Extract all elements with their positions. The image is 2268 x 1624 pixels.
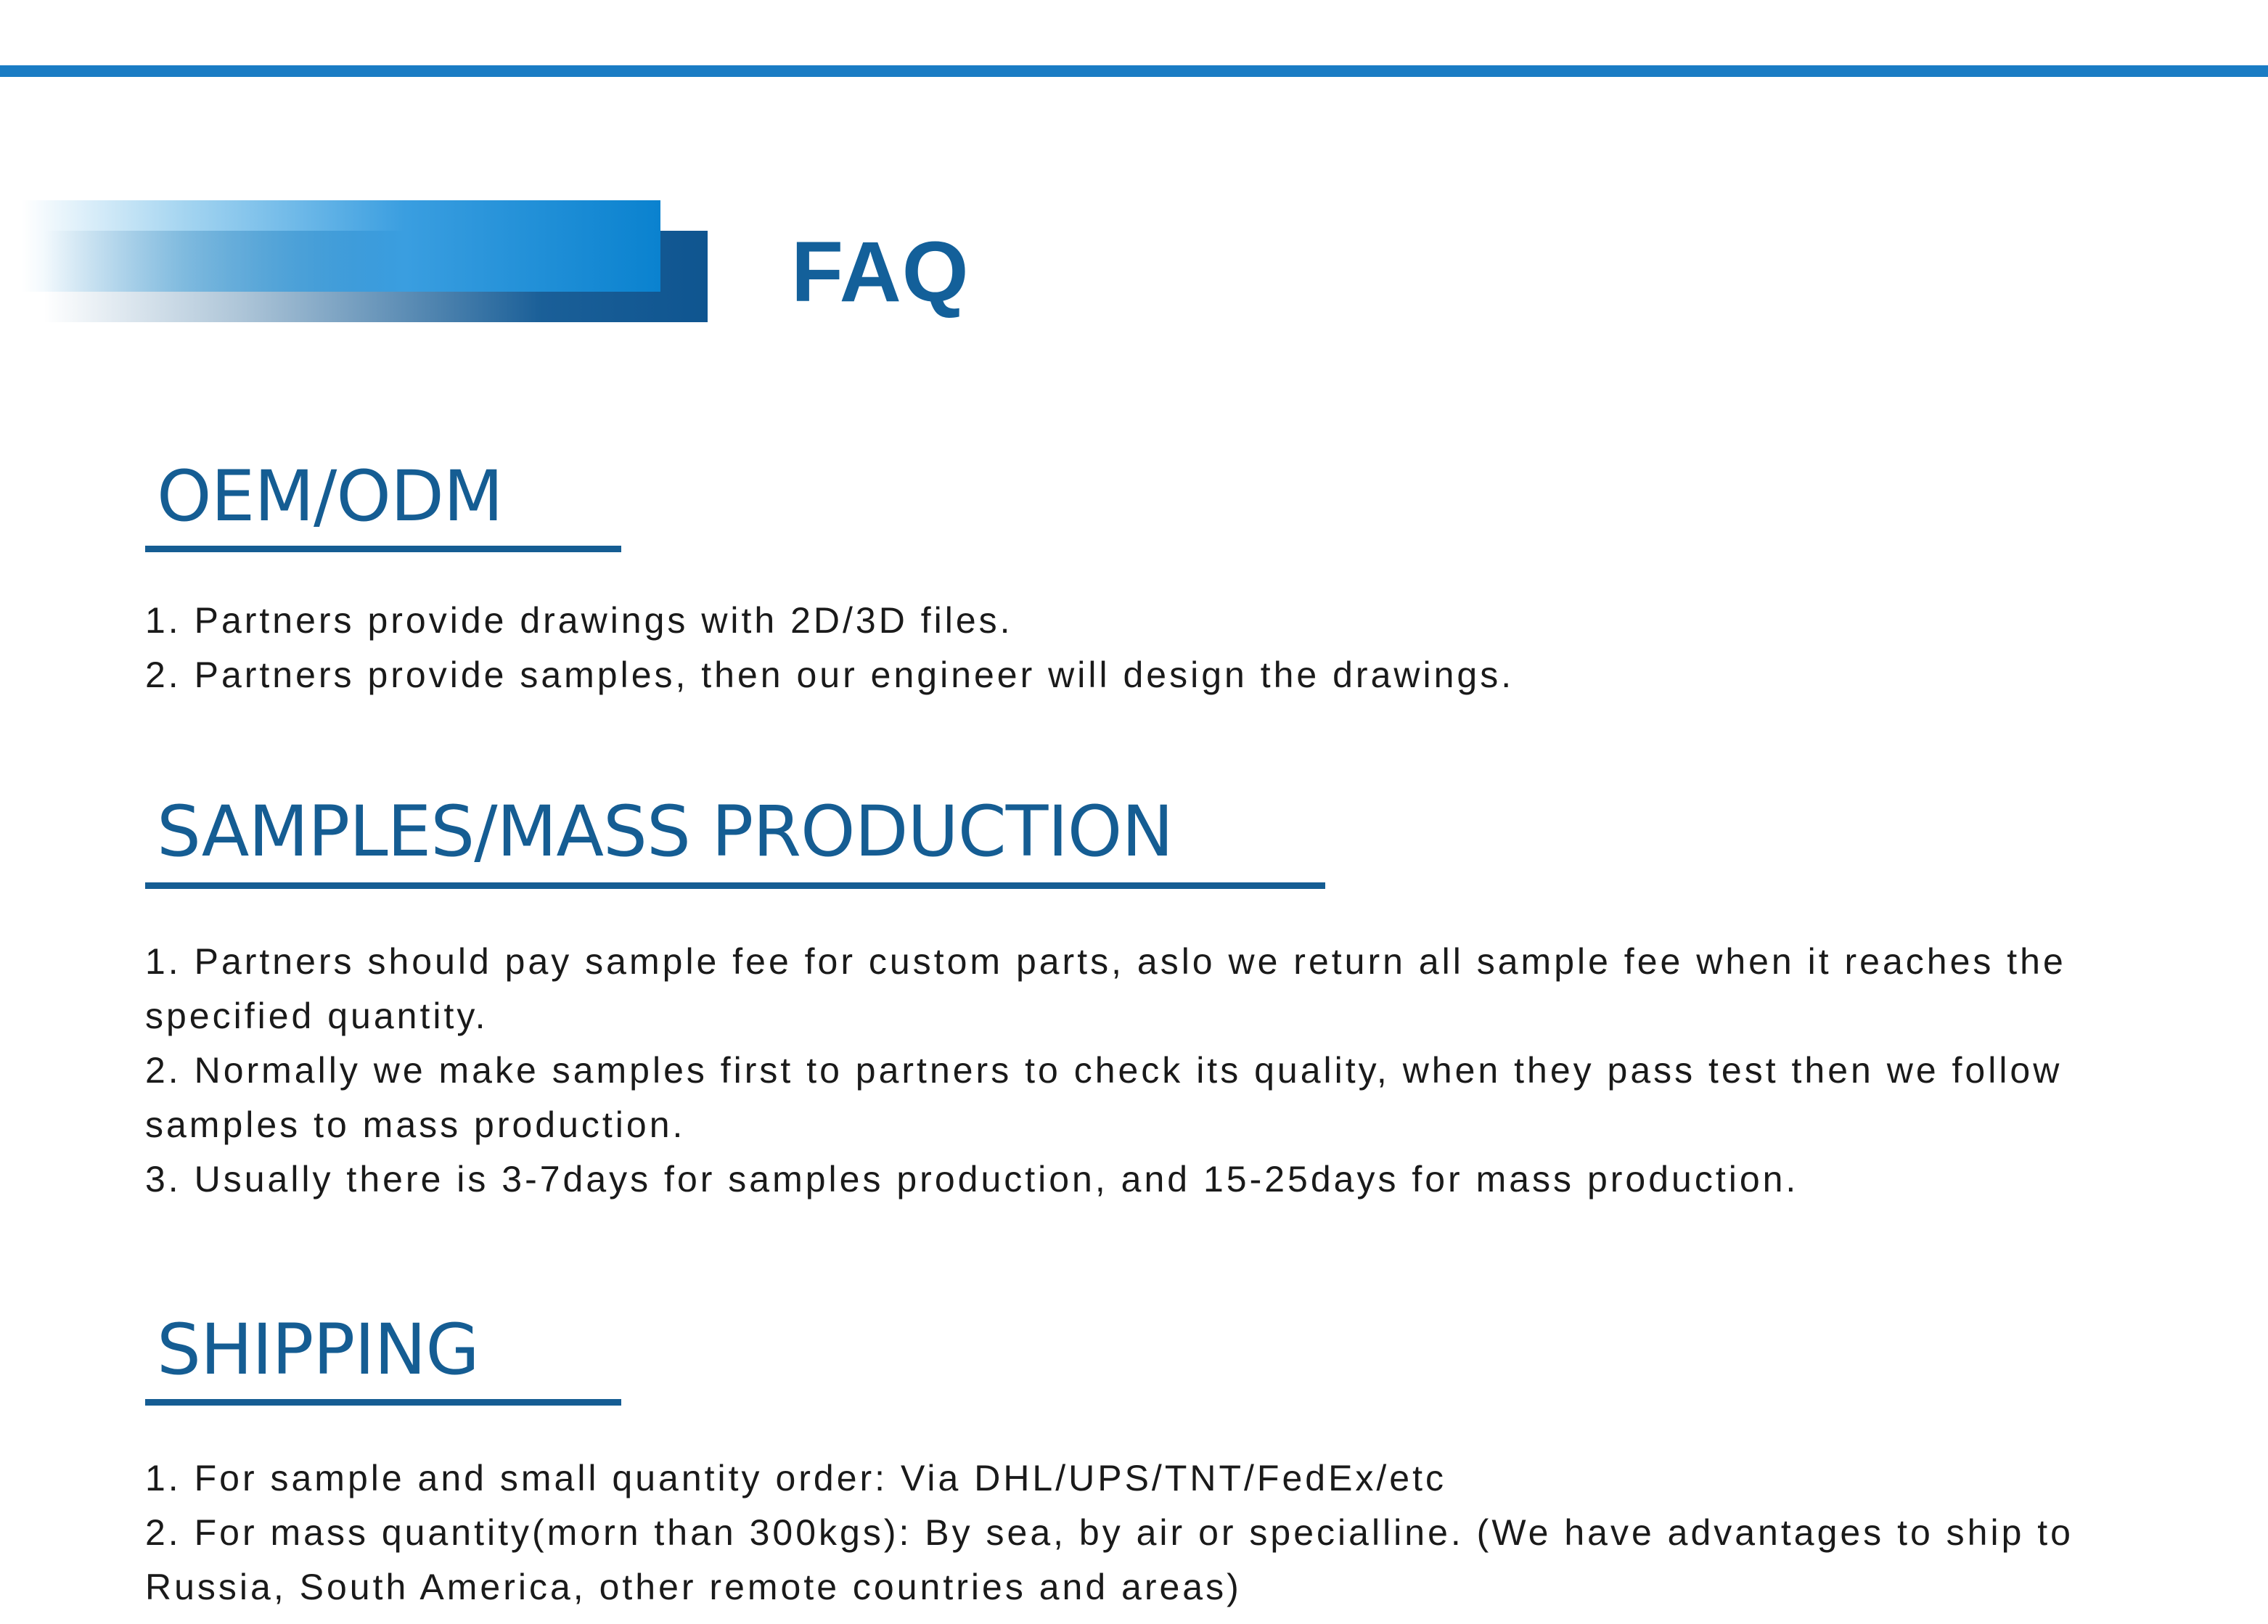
section-body-samples-mass-production bbox=[145, 935, 2192, 1207]
section-underline-oem-odm bbox=[145, 546, 621, 552]
header-banner bbox=[22, 200, 660, 292]
list-item: 1. Partners provide drawings with 2D/3D files. bbox=[145, 600, 1013, 641]
list-item: 1. For sample and small quantity order: Via DHL/UPS/TNT/FedEx/etc bbox=[145, 1458, 1447, 1498]
section-underline-samples-mass-production bbox=[145, 882, 1325, 889]
section-body-shipping bbox=[145, 1451, 2192, 1615]
list-item: 3. Usually there is 3-7days for samples production, and 15-25days for mass production. bbox=[145, 1159, 1799, 1199]
section-underline-shipping bbox=[145, 1399, 621, 1406]
section-body-oem-odm bbox=[145, 594, 2192, 702]
top-divider bbox=[0, 65, 2268, 77]
list-item: 2. Partners provide samples, then our engineer will design the drawings. bbox=[145, 655, 1515, 695]
section-heading-oem-odm: OEM/ODM bbox=[157, 456, 503, 537]
page-title: FAQ bbox=[791, 224, 970, 320]
list-item: 2. For mass quantity(morn than 300kgs): By sea, by air or specialline. (We have advantages to ship to Russia, South America, other remote countries and areas) bbox=[145, 1512, 2073, 1607]
list-item: 2. Normally we make samples first to partners to check its quality, when they pass test then we follow samples to mass production. bbox=[145, 1050, 2063, 1145]
section-heading-samples-mass-production: SAMPLES/MASS PRODUCTION bbox=[157, 791, 1174, 872]
list-item: 1. Partners should pay sample fee for custom parts, aslo we return all sample fee when it reaches the specified quantity. bbox=[145, 941, 2066, 1036]
section-heading-shipping: SHIPPING bbox=[157, 1309, 479, 1390]
